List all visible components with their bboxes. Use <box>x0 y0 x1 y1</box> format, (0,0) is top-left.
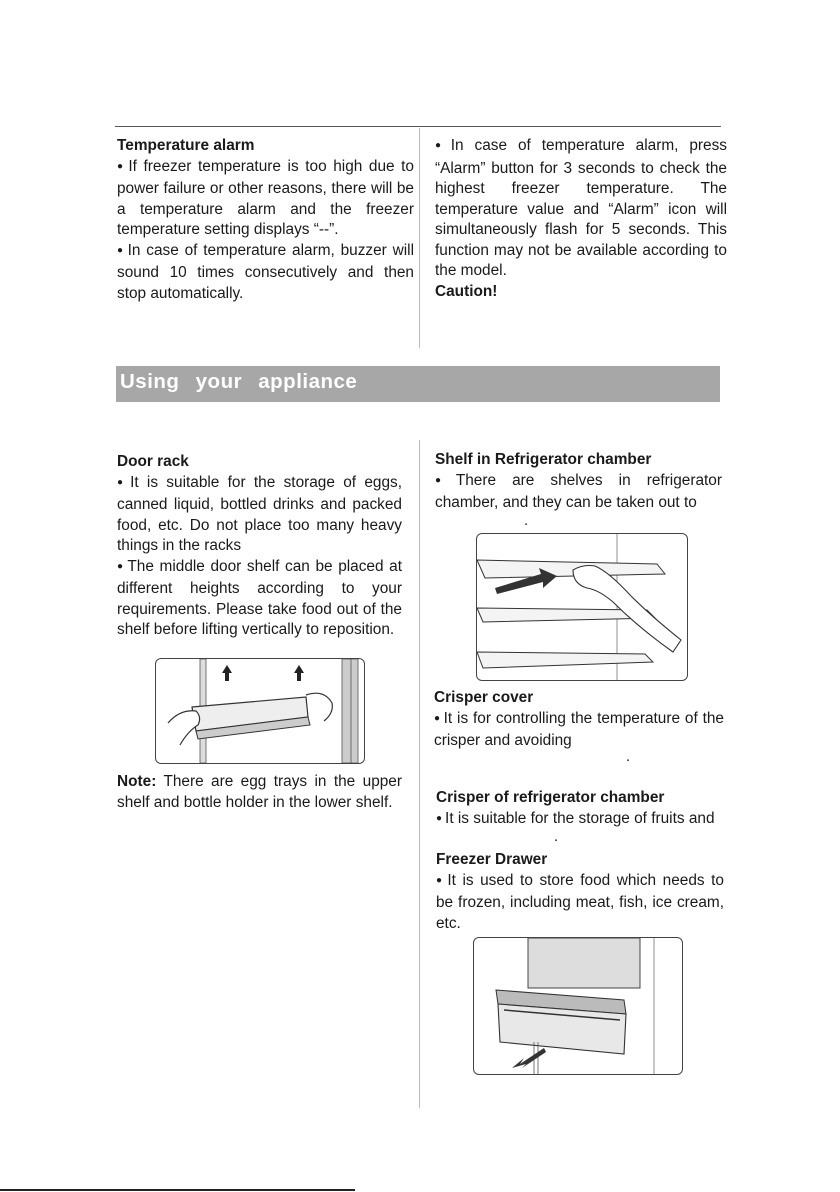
door-rack-note <box>117 772 402 813</box>
crisper-cover-tail: . <box>626 748 631 765</box>
alarm-left-column <box>117 136 414 304</box>
freezer-heading: Freezer Drawer <box>436 851 548 868</box>
shelf-paragraph: ● There are shelves in refrigerator chamber, and they can be taken out to <box>435 471 722 514</box>
section-title: Using your appliance <box>120 370 358 393</box>
shelf-heading: Shelf in Refrigerator chamber <box>435 451 652 468</box>
top-rule <box>115 126 721 127</box>
caution-heading: Caution! <box>435 282 498 300</box>
door-rack-paragraph-1: ● It is suitable for the storage of eggs, canned liquid, bottled drinks and packed food, etc. Do not place too many heavy things in the racks <box>117 473 402 557</box>
crisper-heading: Crisper of refrigerator chamber <box>436 789 665 806</box>
freezer-paragraph: ● It is used to store food which needs to be frozen, including meat, fish, ice cream, etc. <box>436 871 724 935</box>
section-banner <box>116 366 720 402</box>
crisper-section <box>436 788 724 831</box>
shelf-tail: . <box>524 512 529 529</box>
crisper-cover-paragraph: ● It is for controlling the temperature of the crisper and avoiding <box>434 709 724 752</box>
shelf-illustration <box>476 533 688 681</box>
door-rack-paragraph-2: ● The middle door shelf can be placed at different heights according to your requirements. Please take food out of the shelf before lifting vertically to reposition. <box>117 557 402 641</box>
footer-rule <box>0 1189 355 1191</box>
crisper-cover-section <box>434 688 724 752</box>
alarm-right-column <box>435 136 727 302</box>
door-rack-section <box>117 452 402 641</box>
door-rack-illustration <box>155 658 365 764</box>
note-text: There are egg trays in the upper shelf and bottle holder in the lower shelf. <box>117 773 402 811</box>
note-label: Note: <box>117 773 157 790</box>
alarm-paragraph-1: ● If freezer temperature is too high due to power failure or other reasons, there will be a temperature alarm and the freezer temperature setting displays “--”. <box>117 157 414 241</box>
crisper-tail: . <box>554 828 559 845</box>
column-divider <box>419 128 420 348</box>
column-divider-lower <box>419 440 420 1108</box>
alarm-check-paragraph: ● In case of temperature alarm, press “Alarm” button for 3 seconds to check the highest freezer temperature. The temperature value and “Alarm” icon will simultaneously flash for 5 seconds. This function may not be available according to the model. <box>435 136 727 282</box>
crisper-cover-heading: Crisper cover <box>434 689 534 706</box>
freezer-drawer-illustration <box>473 937 683 1075</box>
freezer-section <box>436 850 724 934</box>
shelf-section <box>435 450 722 514</box>
door-rack-heading: Door rack <box>117 453 189 470</box>
alarm-heading: Temperature alarm <box>117 137 255 154</box>
alarm-paragraph-2: ● In case of temperature alarm, buzzer will sound 10 times consecutively and then stop automatically. <box>117 241 414 305</box>
crisper-paragraph: ● It is suitable for the storage of fruits and <box>436 809 724 832</box>
